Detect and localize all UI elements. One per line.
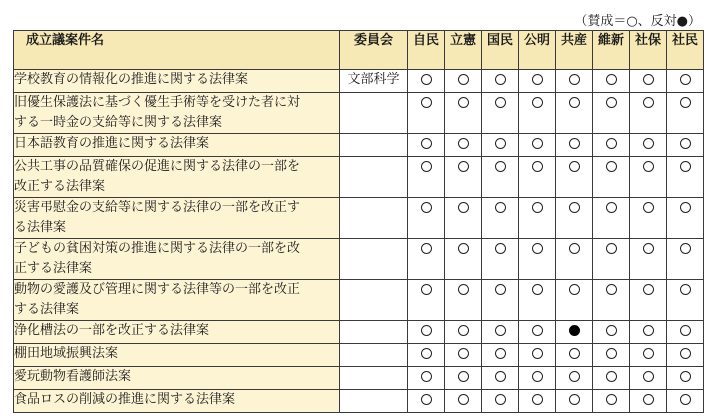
vote-cell bbox=[482, 239, 519, 280]
vote-cell bbox=[593, 321, 630, 344]
open-circle-icon bbox=[421, 325, 432, 336]
open-circle-icon bbox=[680, 284, 691, 295]
table-row bbox=[14, 70, 704, 93]
bill-name-line: 食品ロスの削減の推進に関する法律案 bbox=[14, 392, 236, 407]
open-circle-icon bbox=[532, 284, 543, 295]
vote-cell bbox=[445, 390, 482, 413]
vote-cell bbox=[482, 280, 519, 321]
vote-cell bbox=[408, 344, 445, 367]
filled-circle-icon bbox=[569, 325, 580, 336]
open-circle-icon bbox=[643, 74, 654, 85]
open-circle-icon bbox=[495, 243, 506, 254]
bill-name-line: 正する法律案 bbox=[14, 261, 93, 276]
party-header: 国民 bbox=[482, 31, 519, 70]
open-circle-icon bbox=[458, 243, 469, 254]
vote-cell bbox=[630, 134, 667, 157]
vote-cell bbox=[593, 70, 630, 93]
vote-cell bbox=[408, 134, 445, 157]
open-circle-icon bbox=[569, 74, 580, 85]
open-circle-icon bbox=[643, 284, 654, 295]
bill-name-line: 愛玩動物看護師法案 bbox=[14, 369, 132, 384]
open-circle-icon bbox=[458, 371, 469, 382]
vote-cell bbox=[667, 134, 704, 157]
bill-name-line: 改正する法律案 bbox=[14, 179, 106, 194]
open-circle-icon bbox=[680, 325, 691, 336]
open-circle-icon bbox=[680, 74, 691, 85]
bill-name-cell bbox=[14, 134, 340, 157]
vote-cell bbox=[667, 280, 704, 321]
vote-legend: （賛成＝○、反対●） bbox=[574, 14, 701, 29]
vote-cell bbox=[667, 157, 704, 198]
bill-name-cell bbox=[14, 198, 340, 239]
vote-cell bbox=[445, 134, 482, 157]
vote-cell bbox=[556, 198, 593, 239]
vote-cell bbox=[630, 157, 667, 198]
vote-cell bbox=[556, 239, 593, 280]
open-circle-icon bbox=[532, 138, 543, 149]
table-header-row bbox=[14, 31, 704, 70]
committee-cell bbox=[340, 134, 408, 157]
open-circle-icon bbox=[495, 138, 506, 149]
open-circle-icon bbox=[532, 202, 543, 213]
open-circle-icon bbox=[532, 394, 543, 405]
open-circle-icon bbox=[606, 74, 617, 85]
open-circle-icon bbox=[421, 348, 432, 359]
vote-cell bbox=[445, 198, 482, 239]
open-circle-icon bbox=[643, 202, 654, 213]
bill-name-cell bbox=[14, 93, 340, 134]
vote-cell bbox=[482, 344, 519, 367]
bill-name-line: 子どもの貧困対策の推進に関する法律の一部を改 bbox=[14, 241, 301, 256]
vote-cell bbox=[630, 239, 667, 280]
vote-cell bbox=[519, 390, 556, 413]
vote-cell bbox=[593, 134, 630, 157]
committee-cell bbox=[340, 239, 408, 280]
table-row bbox=[14, 134, 704, 157]
vote-cell bbox=[482, 390, 519, 413]
vote-cell bbox=[408, 93, 445, 134]
vote-cell bbox=[667, 344, 704, 367]
bill-name-header: 成立議案件名 bbox=[14, 31, 340, 70]
vote-cell bbox=[630, 390, 667, 413]
vote-cell bbox=[519, 157, 556, 198]
open-circle-icon bbox=[680, 348, 691, 359]
bill-name-line: る法律案 bbox=[14, 220, 67, 235]
bill-name-cell bbox=[14, 367, 340, 390]
vote-cell bbox=[593, 157, 630, 198]
vote-cell bbox=[482, 70, 519, 93]
vote-cell bbox=[445, 367, 482, 390]
vote-cell bbox=[408, 157, 445, 198]
vote-cell bbox=[593, 390, 630, 413]
vote-cell bbox=[482, 157, 519, 198]
table-row bbox=[14, 321, 704, 344]
committee-cell bbox=[340, 390, 408, 413]
open-circle-icon bbox=[606, 138, 617, 149]
bill-name-line: 棚田地域振興法案 bbox=[14, 346, 119, 361]
bill-name-line: する法律案 bbox=[14, 302, 80, 317]
vote-cell bbox=[593, 198, 630, 239]
open-circle-icon bbox=[643, 325, 654, 336]
open-circle-icon bbox=[532, 348, 543, 359]
vote-cell bbox=[630, 280, 667, 321]
vote-cell bbox=[519, 239, 556, 280]
open-circle-icon bbox=[532, 243, 543, 254]
party-header: 立憲 bbox=[445, 31, 482, 70]
open-circle-icon bbox=[569, 97, 580, 108]
vote-cell bbox=[667, 321, 704, 344]
open-circle-icon bbox=[421, 394, 432, 405]
vote-cell bbox=[445, 157, 482, 198]
vote-cell bbox=[519, 280, 556, 321]
vote-cell bbox=[408, 321, 445, 344]
vote-cell bbox=[556, 280, 593, 321]
open-circle-icon bbox=[606, 243, 617, 254]
open-circle-icon bbox=[606, 325, 617, 336]
vote-cell bbox=[593, 93, 630, 134]
vote-cell bbox=[482, 134, 519, 157]
table-row bbox=[14, 239, 704, 280]
open-circle-icon bbox=[643, 394, 654, 405]
open-circle-icon bbox=[421, 97, 432, 108]
open-circle-icon bbox=[532, 97, 543, 108]
vote-cell bbox=[593, 367, 630, 390]
open-circle-icon bbox=[569, 138, 580, 149]
committee-cell: 文部科学 bbox=[340, 70, 408, 93]
vote-cell bbox=[519, 367, 556, 390]
open-circle-icon bbox=[680, 138, 691, 149]
vote-cell bbox=[630, 93, 667, 134]
open-circle-icon bbox=[495, 325, 506, 336]
vote-cell bbox=[445, 344, 482, 367]
vote-cell bbox=[630, 70, 667, 93]
vote-cell bbox=[630, 198, 667, 239]
vote-cell bbox=[482, 321, 519, 344]
committee-header: 委員会 bbox=[340, 31, 408, 70]
vote-cell bbox=[482, 367, 519, 390]
table-row bbox=[14, 280, 704, 321]
vote-cell bbox=[556, 390, 593, 413]
vote-cell bbox=[445, 70, 482, 93]
vote-cell bbox=[593, 239, 630, 280]
vote-cell bbox=[519, 70, 556, 93]
open-circle-icon bbox=[421, 202, 432, 213]
vote-cell bbox=[408, 390, 445, 413]
open-circle-icon bbox=[495, 284, 506, 295]
vote-cell bbox=[445, 280, 482, 321]
table-row bbox=[14, 93, 704, 134]
bill-name-line: 学校教育の情報化の推進に関する法律案 bbox=[14, 72, 249, 87]
bill-name-cell bbox=[14, 157, 340, 198]
open-circle-icon bbox=[643, 243, 654, 254]
bill-name-line: 浄化槽法の一部を改正する法律案 bbox=[14, 323, 210, 338]
committee-cell bbox=[340, 198, 408, 239]
open-circle-icon bbox=[458, 97, 469, 108]
open-circle-icon bbox=[606, 348, 617, 359]
committee-cell bbox=[340, 157, 408, 198]
committee-cell bbox=[340, 93, 408, 134]
open-circle-icon bbox=[606, 202, 617, 213]
open-circle-icon bbox=[532, 325, 543, 336]
open-circle-icon bbox=[680, 371, 691, 382]
open-circle-icon bbox=[680, 243, 691, 254]
bill-name-line: 旧優生保護法に基づく優生手術等を受けた者に対 bbox=[14, 95, 301, 110]
open-circle-icon bbox=[532, 74, 543, 85]
bill-name-cell bbox=[14, 390, 340, 413]
open-circle-icon bbox=[421, 284, 432, 295]
vote-cell bbox=[593, 280, 630, 321]
open-circle-icon bbox=[680, 97, 691, 108]
open-circle-icon bbox=[458, 394, 469, 405]
vote-cell bbox=[630, 367, 667, 390]
vote-cell bbox=[667, 70, 704, 93]
open-circle-icon bbox=[458, 138, 469, 149]
bill-name-cell bbox=[14, 239, 340, 280]
bill-name-cell bbox=[14, 70, 340, 93]
open-circle-icon bbox=[643, 97, 654, 108]
open-circle-icon bbox=[606, 284, 617, 295]
vote-cell bbox=[667, 367, 704, 390]
open-circle-icon bbox=[458, 202, 469, 213]
vote-cell bbox=[667, 93, 704, 134]
vote-cell bbox=[445, 321, 482, 344]
open-circle-icon bbox=[569, 348, 580, 359]
vote-cell bbox=[667, 198, 704, 239]
open-circle-icon bbox=[569, 394, 580, 405]
open-circle-icon bbox=[643, 348, 654, 359]
committee-cell bbox=[340, 344, 408, 367]
open-circle-icon bbox=[569, 371, 580, 382]
open-circle-icon bbox=[458, 161, 469, 172]
open-circle-icon bbox=[606, 371, 617, 382]
committee-cell bbox=[340, 367, 408, 390]
vote-cell bbox=[630, 344, 667, 367]
open-circle-icon bbox=[643, 371, 654, 382]
open-circle-icon bbox=[680, 394, 691, 405]
bill-name-line: 動物の愛護及び管理に関する法律等の一部を改正 bbox=[14, 282, 301, 297]
vote-cell bbox=[519, 134, 556, 157]
open-circle-icon bbox=[421, 74, 432, 85]
vote-cell bbox=[482, 93, 519, 134]
table-row bbox=[14, 344, 704, 367]
table-row bbox=[14, 198, 704, 239]
bill-name-line: 日本語教育の推進に関する法律案 bbox=[14, 136, 210, 151]
party-header: 公明 bbox=[519, 31, 556, 70]
party-header: 維新 bbox=[593, 31, 630, 70]
vote-cell bbox=[556, 93, 593, 134]
committee-cell bbox=[340, 280, 408, 321]
party-header: 共産 bbox=[556, 31, 593, 70]
vote-cell bbox=[667, 239, 704, 280]
vote-cell bbox=[556, 157, 593, 198]
bill-name-line: 公共工事の品質確保の促進に関する法律の一部を bbox=[14, 159, 301, 174]
vote-cell bbox=[519, 344, 556, 367]
open-circle-icon bbox=[495, 161, 506, 172]
party-header: 社保 bbox=[630, 31, 667, 70]
open-circle-icon bbox=[421, 138, 432, 149]
vote-cell bbox=[519, 198, 556, 239]
committee-cell bbox=[340, 321, 408, 344]
party-header: 社民 bbox=[667, 31, 704, 70]
table-row bbox=[14, 157, 704, 198]
vote-cell bbox=[408, 280, 445, 321]
party-header: 自民 bbox=[408, 31, 445, 70]
open-circle-icon bbox=[532, 371, 543, 382]
vote-cell bbox=[556, 344, 593, 367]
open-circle-icon bbox=[458, 325, 469, 336]
bill-name-cell bbox=[14, 321, 340, 344]
bill-name-cell bbox=[14, 280, 340, 321]
open-circle-icon bbox=[569, 243, 580, 254]
vote-cell bbox=[482, 198, 519, 239]
open-circle-icon bbox=[421, 243, 432, 254]
vote-cell bbox=[519, 93, 556, 134]
vote-cell bbox=[445, 239, 482, 280]
open-circle-icon bbox=[495, 348, 506, 359]
open-circle-icon bbox=[495, 371, 506, 382]
vote-cell bbox=[630, 321, 667, 344]
open-circle-icon bbox=[458, 348, 469, 359]
vote-cell bbox=[408, 70, 445, 93]
vote-cell bbox=[556, 321, 593, 344]
open-circle-icon bbox=[458, 284, 469, 295]
vote-cell bbox=[408, 367, 445, 390]
open-circle-icon bbox=[495, 97, 506, 108]
open-circle-icon bbox=[532, 161, 543, 172]
vote-cell bbox=[556, 70, 593, 93]
bill-vote-table bbox=[13, 30, 704, 413]
vote-cell bbox=[556, 367, 593, 390]
bill-name-line: する一時金の支給等に関する法律案 bbox=[14, 115, 223, 130]
open-circle-icon bbox=[680, 161, 691, 172]
open-circle-icon bbox=[606, 161, 617, 172]
open-circle-icon bbox=[569, 202, 580, 213]
vote-cell bbox=[519, 321, 556, 344]
open-circle-icon bbox=[643, 138, 654, 149]
vote-cell bbox=[408, 198, 445, 239]
vote-cell bbox=[667, 390, 704, 413]
vote-cell bbox=[556, 134, 593, 157]
open-circle-icon bbox=[495, 74, 506, 85]
vote-cell bbox=[445, 93, 482, 134]
table-row bbox=[14, 390, 704, 413]
open-circle-icon bbox=[606, 97, 617, 108]
open-circle-icon bbox=[495, 394, 506, 405]
open-circle-icon bbox=[606, 394, 617, 405]
open-circle-icon bbox=[680, 202, 691, 213]
bill-name-line: 災害弔慰金の支給等に関する法律の一部を改正す bbox=[14, 200, 301, 215]
open-circle-icon bbox=[569, 284, 580, 295]
table-row bbox=[14, 367, 704, 390]
open-circle-icon bbox=[421, 371, 432, 382]
vote-cell bbox=[593, 344, 630, 367]
open-circle-icon bbox=[569, 161, 580, 172]
open-circle-icon bbox=[495, 202, 506, 213]
vote-cell bbox=[408, 239, 445, 280]
open-circle-icon bbox=[421, 161, 432, 172]
open-circle-icon bbox=[643, 161, 654, 172]
open-circle-icon bbox=[458, 74, 469, 85]
bill-name-cell bbox=[14, 344, 340, 367]
